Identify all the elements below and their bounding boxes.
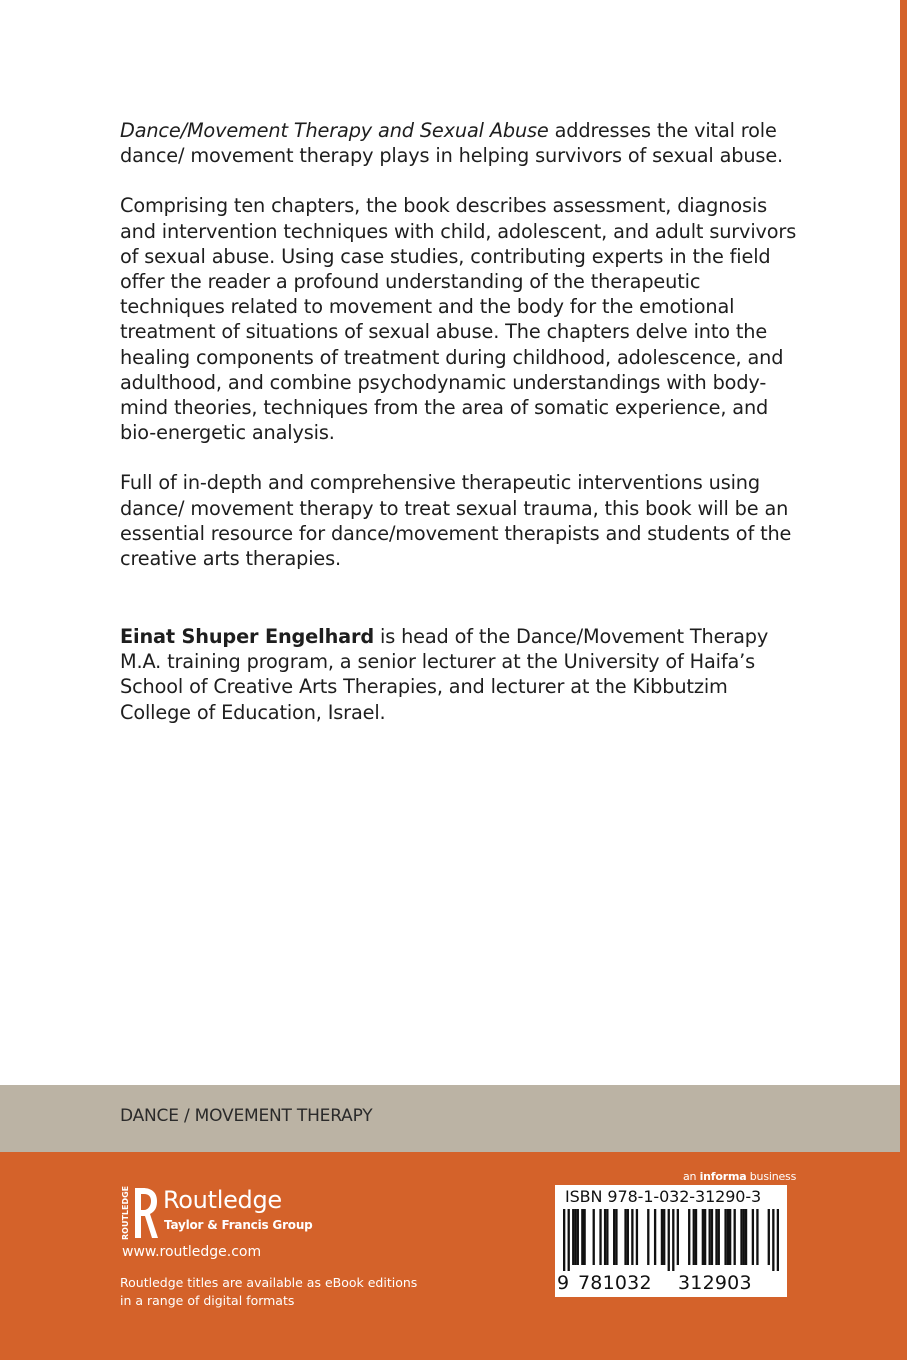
barcode-bar [729,1209,731,1265]
spine-edge-stripe [900,0,907,1360]
barcode-bar [677,1209,679,1265]
barcode-bar [704,1209,706,1265]
publisher-name: Routledge [163,1186,282,1214]
barcode-bar [718,1209,720,1265]
description-paragraph-2: Comprising ten chapters, the book describes assessment, diagnosis and intervention techniques with child, adolescent, and adult survivors of sexual abuse. Using case studies, contributing experts in the field offer the reader a profound understanding of the therapeutic techniques related to movement and the body for the emotional treatment of situations of sexual abuse. The chapters delve into the healing components of treatment during childhood, adolescence, and adulthood, and combine psychodynamic understandings with body-mind theories, techniques from the area of somatic experience, and bio-energetic analysis. [120,194,797,445]
barcode-bar [599,1209,601,1265]
description-intro [120,118,800,168]
barcode-bar [724,1209,726,1265]
author-bio [120,624,800,725]
barcode-bar [613,1209,615,1265]
barcode-bar [593,1209,595,1265]
barcode-bar [615,1209,617,1265]
barcode-box [555,1185,787,1297]
barcode-bar [636,1209,638,1265]
barcode-bar [740,1209,742,1265]
publisher-group: Taylor & Francis Group [164,1218,313,1232]
barcode-bar [572,1209,574,1265]
barcode-bar [668,1209,670,1271]
barcode-bar [702,1209,704,1265]
barcode-bar [688,1209,690,1265]
barcode-digit-first: 9 [557,1272,570,1294]
barcode-bar [627,1209,629,1265]
barcode-bar [568,1209,570,1271]
barcode-bar [752,1209,754,1265]
barcode-digits-right: 312903 [678,1272,752,1294]
barcode-bar [661,1209,663,1265]
barcode-bar [756,1209,758,1265]
barcode-bars [563,1209,779,1271]
barcode-bar [693,1209,695,1265]
barcode-bar [624,1209,626,1265]
informa-business-tagline [683,1170,796,1183]
book-description [120,118,800,571]
barcode-bar [734,1209,736,1265]
barcode-bar [695,1209,697,1265]
barcode-bar [727,1209,729,1265]
barcode-bar [631,1209,633,1265]
barcode-bar [606,1209,608,1265]
barcode-digits-left: 781032 [578,1272,652,1294]
informa-brand: informa [699,1170,747,1183]
barcode-bar [563,1209,565,1271]
informa-prefix: an [683,1170,700,1183]
barcode-bar [581,1209,583,1265]
logo-vertical-text: ROUTLEDGE [121,1185,130,1240]
barcode-bar [777,1209,779,1271]
book-title-italic: Dance/Movement Therapy and Sexual Abuse [120,119,549,142]
subject-category: DANCE / MOVEMENT THERAPY [120,1106,373,1126]
ebook-note-line-1: Routledge titles are available as eBook editions [120,1275,418,1290]
barcode-bar [647,1209,649,1265]
barcode-bar [672,1209,674,1271]
description-intro-rest: addresses the vital role dance/ movement therapy plays in helping survivors of sexual abuse. [120,119,784,168]
barcode-bar [577,1209,579,1265]
barcode-digits [555,1272,787,1294]
barcode-bar [743,1209,745,1265]
informa-suffix: business [746,1170,797,1183]
barcode-bar [604,1209,606,1265]
barcode-bar [715,1209,717,1265]
author-name: Einat Shuper Engelhard [120,625,375,648]
routledge-r-icon [134,1186,158,1240]
author-bio-text: is head of the Dance/Movement Therapy M.A. training program, a senior lecturer at the University of Haifa’s School of Creative Arts Therapies, and lecturer at the Kibbutzim College of Education, Israel. [120,625,769,724]
barcode-bar [711,1209,713,1265]
ebook-availability-note [120,1274,420,1310]
barcode-bar [583,1209,585,1265]
barcode-bar [654,1209,656,1265]
barcode-bar [574,1209,576,1265]
publisher-website-link[interactable]: www.routledge.com [122,1244,262,1260]
barcode-bar [709,1209,711,1265]
ebook-note-line-2: in a range of digital formats [120,1293,295,1308]
barcode-bar [745,1209,747,1265]
barcode-bar [772,1209,774,1271]
barcode-bar [663,1209,665,1265]
description-paragraph-3: Full of in-depth and comprehensive therapeutic interventions using dance/ movement therapy to treat sexual trauma, this book will be an essential resource for dance/movement therapists and students of the creative arts therapies. [120,471,792,571]
isbn-label: ISBN 978-1-032-31290-3 [565,1187,762,1206]
barcode-bar [768,1209,770,1265]
routledge-logo-mark [120,1186,160,1242]
routledge-logo [120,1186,350,1242]
